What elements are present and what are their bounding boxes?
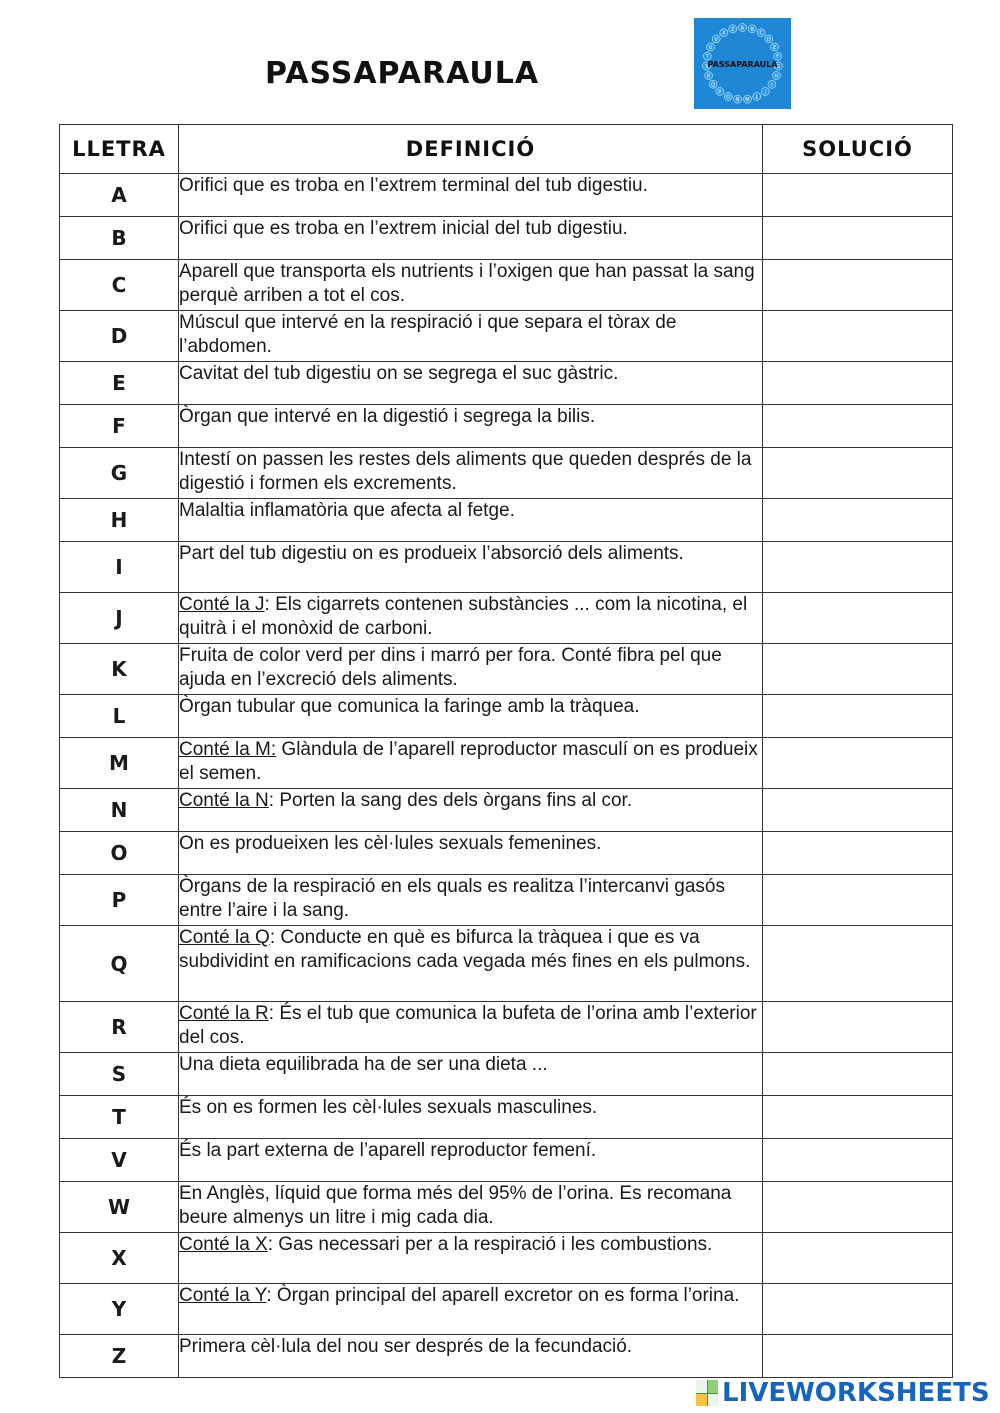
contains-letter-prefix: Conté la R [179, 1003, 269, 1024]
row-definition [179, 405, 763, 448]
passaparaula-table [59, 124, 953, 1378]
liveworksheets-brand: LIVEWORKSHEETS [722, 1378, 990, 1408]
liveworksheets-footer [696, 1378, 990, 1408]
logo-ring-letter: P [718, 89, 722, 96]
solution-cell[interactable] [763, 832, 953, 875]
solution-cell[interactable] [763, 738, 953, 789]
solution-cell[interactable] [763, 1335, 953, 1378]
table-row [60, 311, 953, 362]
row-letter: M [60, 738, 179, 789]
logo-ring-letter: B [750, 26, 754, 33]
logo-ring-letter: E [772, 44, 777, 51]
logo-ring-letter: L [755, 94, 759, 101]
row-definition [179, 1053, 763, 1096]
table-row [60, 448, 953, 499]
table-row [60, 542, 953, 593]
contains-letter-prefix: Conté la J [179, 594, 265, 615]
contains-letter-prefix: Conté la X [179, 1234, 268, 1255]
solution-cell[interactable] [763, 260, 953, 311]
row-letter: K [60, 644, 179, 695]
row-definition [179, 1284, 763, 1335]
definition-text: Primera cèl·lula del nou ser després de la fecundació. [179, 1336, 633, 1357]
header-definition: DEFINICIÓ [179, 125, 763, 174]
row-letter: V [60, 1139, 179, 1182]
definition-text: Múscul que intervé en la respiració i que separa el tòrax de l’abdomen. [179, 312, 677, 357]
definition-text: Part del tub digestiu on es produeix l’absorció dels aliments. [179, 543, 684, 564]
header-solution: SOLUCIÓ [763, 125, 953, 174]
row-letter: A [60, 174, 179, 217]
table-row [60, 260, 953, 311]
contains-letter-prefix: Conté la N [179, 790, 269, 811]
table-row [60, 832, 953, 875]
solution-cell[interactable] [763, 1233, 953, 1284]
row-definition [179, 1335, 763, 1378]
solution-cell[interactable] [763, 174, 953, 217]
row-letter: H [60, 499, 179, 542]
definition-text: : Gas necessari per a la respiració i les combustions. [267, 1234, 713, 1255]
row-letter: F [60, 405, 179, 448]
table-row [60, 1053, 953, 1096]
row-definition [179, 593, 763, 644]
passaparaula-logo [694, 18, 791, 109]
table-row [60, 1335, 953, 1378]
row-definition [179, 362, 763, 405]
row-letter: L [60, 695, 179, 738]
table-row [60, 1002, 953, 1053]
logo-text: PASSAPARAULA [707, 60, 778, 69]
table-row [60, 789, 953, 832]
table-row [60, 738, 953, 789]
row-letter: O [60, 832, 179, 875]
row-definition [179, 644, 763, 695]
solution-cell[interactable] [763, 1002, 953, 1053]
definition-text: Malaltia inflamatòria que afecta al fetge. [179, 500, 515, 521]
table-row [60, 1284, 953, 1335]
row-definition [179, 448, 763, 499]
row-definition [179, 1233, 763, 1284]
definition-text: Una dieta equilibrada ha de ser una dieta ... [179, 1054, 548, 1075]
logo-ring-letter: V [714, 36, 718, 43]
row-letter: E [60, 362, 179, 405]
row-letter: Z [60, 1335, 179, 1378]
definition-text: Orifici que es troba en l’extrem terminal del tub digestiu. [179, 175, 648, 196]
table-row [60, 362, 953, 405]
definition-text: : Conducte en què es bifurca la tràquea i que es va subdividint en ramificacions cada vegada més fines en els pulmons. [179, 927, 751, 972]
solution-cell[interactable] [763, 542, 953, 593]
row-letter: J [60, 593, 179, 644]
logo-ring-letter: I [771, 82, 773, 89]
solution-cell[interactable] [763, 362, 953, 405]
logo-ring-letter: F [776, 54, 780, 61]
logo-ring-letter: N [735, 97, 740, 104]
definition-text: En Anglès, líquid que forma més del 95% de l’orina. Es recomana beure almenys un litre i mig cada dia. [179, 1183, 732, 1228]
row-definition [179, 832, 763, 875]
logo-ring-letter: C [759, 30, 763, 37]
solution-cell[interactable] [763, 1284, 953, 1335]
row-definition [179, 738, 763, 789]
solution-cell[interactable] [763, 217, 953, 260]
solution-cell[interactable] [763, 1182, 953, 1233]
logo-ring-letter: A [740, 25, 745, 32]
row-letter: B [60, 217, 179, 260]
logo-ring-letter: S [704, 63, 709, 70]
solution-cell[interactable] [763, 695, 953, 738]
page-title: PASSAPARAULA [265, 56, 540, 91]
table-row [60, 644, 953, 695]
row-letter: G [60, 448, 179, 499]
row-definition [179, 1182, 763, 1233]
row-definition [179, 499, 763, 542]
table-row [60, 217, 953, 260]
row-letter: C [60, 260, 179, 311]
definition-text: Òrgans de la respiració en els quals es realitza l’intercanvi gasós entre l’aire i la sang. [179, 876, 725, 921]
row-letter: T [60, 1096, 179, 1139]
logo-ring-letter: J [764, 89, 766, 96]
definition-text: Òrgan tubular que comunica la faringe amb la tràquea. [179, 696, 640, 717]
row-definition [179, 260, 763, 311]
row-letter: Y [60, 1284, 179, 1335]
definition-text: Glàndula de l’aparell reproductor masculí on es produeix el semen. [179, 739, 758, 784]
row-letter: P [60, 875, 179, 926]
definition-text: : És el tub que comunica la bufeta de l’orina amb l’exterior del cos. [179, 1003, 757, 1048]
solution-cell[interactable] [763, 1096, 953, 1139]
solution-cell[interactable] [763, 499, 953, 542]
row-definition [179, 311, 763, 362]
logo-ring-letter: H [774, 73, 779, 80]
logo-ring-letter: D [766, 36, 771, 43]
row-letter: I [60, 542, 179, 593]
definition-text: Orifici que es troba en l’extrem inicial del tub digestiu. [179, 218, 628, 239]
logo-ring-letter: T [705, 54, 709, 61]
row-letter: Q [60, 926, 179, 1002]
logo-ring-letter: Z [731, 26, 735, 33]
row-definition [179, 695, 763, 738]
definition-text: Aparell que transporta els nutrients i l’oxigen que han passat la sang perquè arriben a tot el cos. [179, 261, 755, 306]
definition-text: : Els cigarrets contenen substàncies ... com la nicotina, el quitrà i el monòxid de carboni. [179, 594, 748, 639]
definition-text: Cavitat del tub digestiu on se segrega el suc gàstric. [179, 363, 619, 384]
solution-cell[interactable] [763, 405, 953, 448]
definition-text: És on es formen les cèl·lules sexuals masculines. [179, 1097, 598, 1118]
contains-letter-prefix: Conté la Q [179, 927, 270, 948]
solution-cell[interactable] [763, 789, 953, 832]
row-definition [179, 789, 763, 832]
row-letter: S [60, 1053, 179, 1096]
liveworksheets-logo-icon [696, 1380, 718, 1406]
solution-cell[interactable] [763, 448, 953, 499]
logo-ring-letter: Q [711, 82, 716, 89]
definition-text: Intestí on passen les restes dels aliments que queden després de la digestió i formen els excrements. [179, 449, 752, 494]
row-definition [179, 542, 763, 593]
solution-cell[interactable] [763, 311, 953, 362]
header-letter: LLETRA [60, 125, 179, 174]
solution-cell[interactable] [763, 1139, 953, 1182]
row-definition [179, 1139, 763, 1182]
table-header-row [60, 125, 953, 174]
contains-letter-prefix: Conté la M: [179, 739, 277, 760]
table-row [60, 1139, 953, 1182]
row-definition [179, 875, 763, 926]
logo-ring-letter: O [726, 94, 731, 101]
table-row [60, 499, 953, 542]
solution-cell[interactable] [763, 593, 953, 644]
definition-text: Òrgan que intervé en la digestió i segrega la bilis. [179, 406, 596, 427]
logo-ring-letter: M [745, 97, 750, 104]
table-row [60, 926, 953, 1002]
row-definition [179, 926, 763, 1002]
definition-text: Fruita de color verd per dins i marró per fora. Conté fibra pel que ajuda en l’excreció dels aliments. [179, 645, 722, 690]
definition-text: : Òrgan principal del aparell excretor on es forma l’orina. [266, 1285, 740, 1306]
row-definition [179, 1002, 763, 1053]
logo-ring-letter: R [706, 73, 711, 80]
row-letter: N [60, 789, 179, 832]
solution-cell[interactable] [763, 875, 953, 926]
row-definition [179, 174, 763, 217]
definition-text: On es produeixen les cèl·lules sexuals femenines. [179, 833, 602, 854]
logo-ring-letter: X [722, 30, 726, 37]
contains-letter-prefix: Conté la Y [179, 1285, 267, 1306]
table-row [60, 1096, 953, 1139]
definition-text: : Porten la sang des dels òrgans fins al cor. [268, 790, 633, 811]
row-letter: W [60, 1182, 179, 1233]
solution-cell[interactable] [763, 1053, 953, 1096]
row-letter: R [60, 1002, 179, 1053]
solution-cell[interactable] [763, 926, 953, 1002]
row-letter: D [60, 311, 179, 362]
logo-ring-letter: U [708, 44, 713, 51]
definition-text: És la part externa de l’aparell reproductor femení. [179, 1140, 597, 1161]
row-letter: X [60, 1233, 179, 1284]
logo-ring-letter: G [776, 63, 781, 70]
table-row [60, 1182, 953, 1233]
table-row [60, 875, 953, 926]
row-definition [179, 217, 763, 260]
solution-cell[interactable] [763, 644, 953, 695]
table-row [60, 695, 953, 738]
table-row [60, 405, 953, 448]
table-row [60, 593, 953, 644]
table-row [60, 1233, 953, 1284]
table-row [60, 174, 953, 217]
row-definition [179, 1096, 763, 1139]
